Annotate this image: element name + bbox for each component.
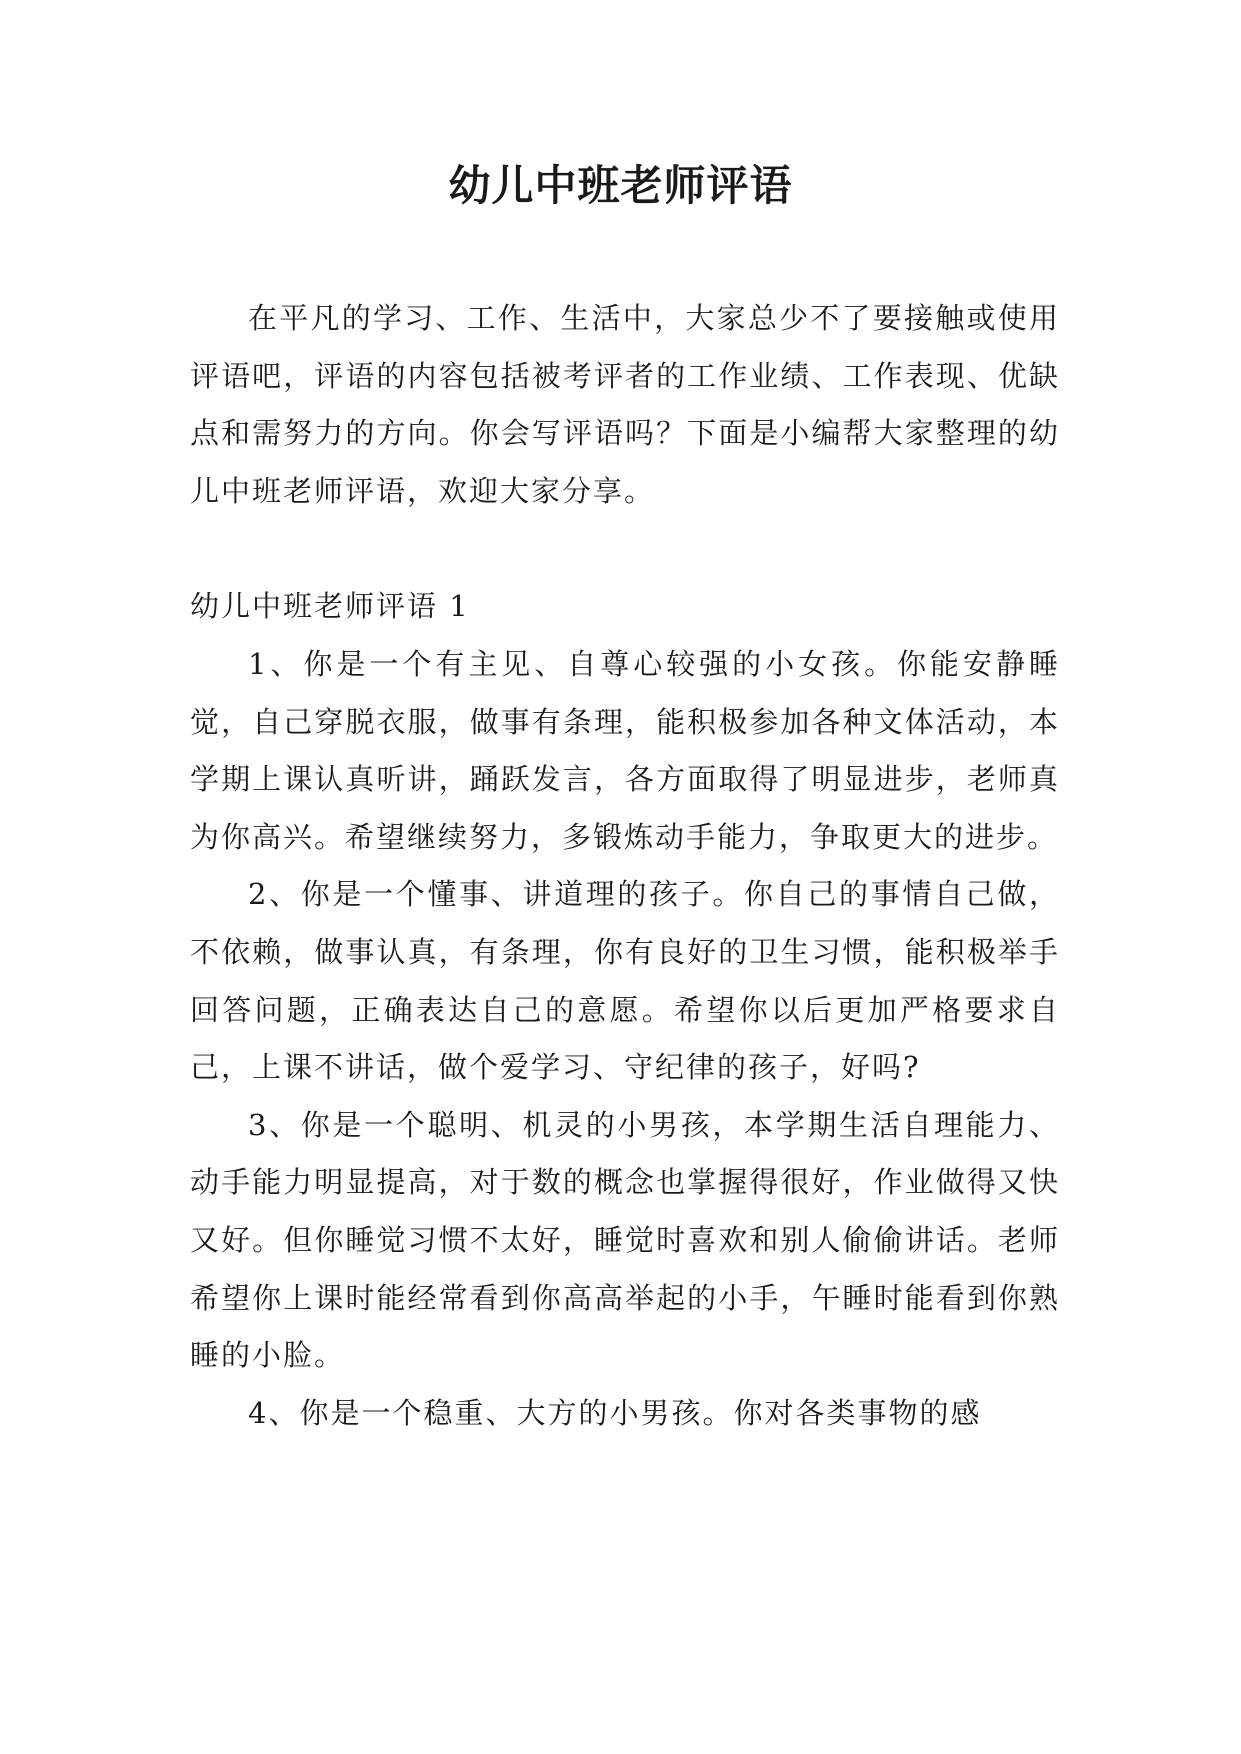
comment-paragraph-3: 3、你是一个聪明、机灵的小男孩，本学期生活自理能力、动手能力明显提高，对于数的概念也掌握得很好，作业做得又快又好。但你睡觉习惯不太好，睡觉时喜欢和别人偷偷讲话。老师希望你上课时能经常看到你高高举起的小手，午睡时能看到你熟睡的小脸。 xyxy=(190,1107,1060,1373)
comment-paragraph-1: 1、你是一个有主见、自尊心较强的小女孩。你能安静睡觉，自己穿脱衣服，做事有条理，能积极参加各种文体活动，本学期上课认真听讲，踊跃发言，各方面取得了明显进步，老师真为你高兴。希望继续努力，多锻炼动手能力，争取更大的进步。 xyxy=(190,646,1060,854)
page-title: 幼儿中班老师评语 xyxy=(448,161,793,210)
intro-paragraph: 在平凡的学习、工作、生活中，大家总少不了要接触或使用评语吧，评语的内容包括被考评者的工作业绩、工作表现、优缺点和需努力的方向。你会写评语吗？下面是小编帮大家整理的幼儿中班老师评语，欢迎大家分享。 xyxy=(190,301,1060,508)
section-heading: 幼儿中班老师评语 1 xyxy=(190,589,470,624)
comment-paragraph-2: 2、你是一个懂事、讲道理的孩子。你自己的事情自己做，不依赖，做事认真，有条理，你有良好的卫生习惯，能积极举手回答问题，正确表达自己的意愿。希望你以后更加严格要求自己，上课不讲话，做个爱学习、守纪律的孩子，好吗? xyxy=(190,877,1060,1085)
comment-paragraph-4: 4、你是一个稳重、大方的小男孩。你对各类事物的感 xyxy=(248,1395,982,1430)
document-body xyxy=(190,290,1060,1442)
